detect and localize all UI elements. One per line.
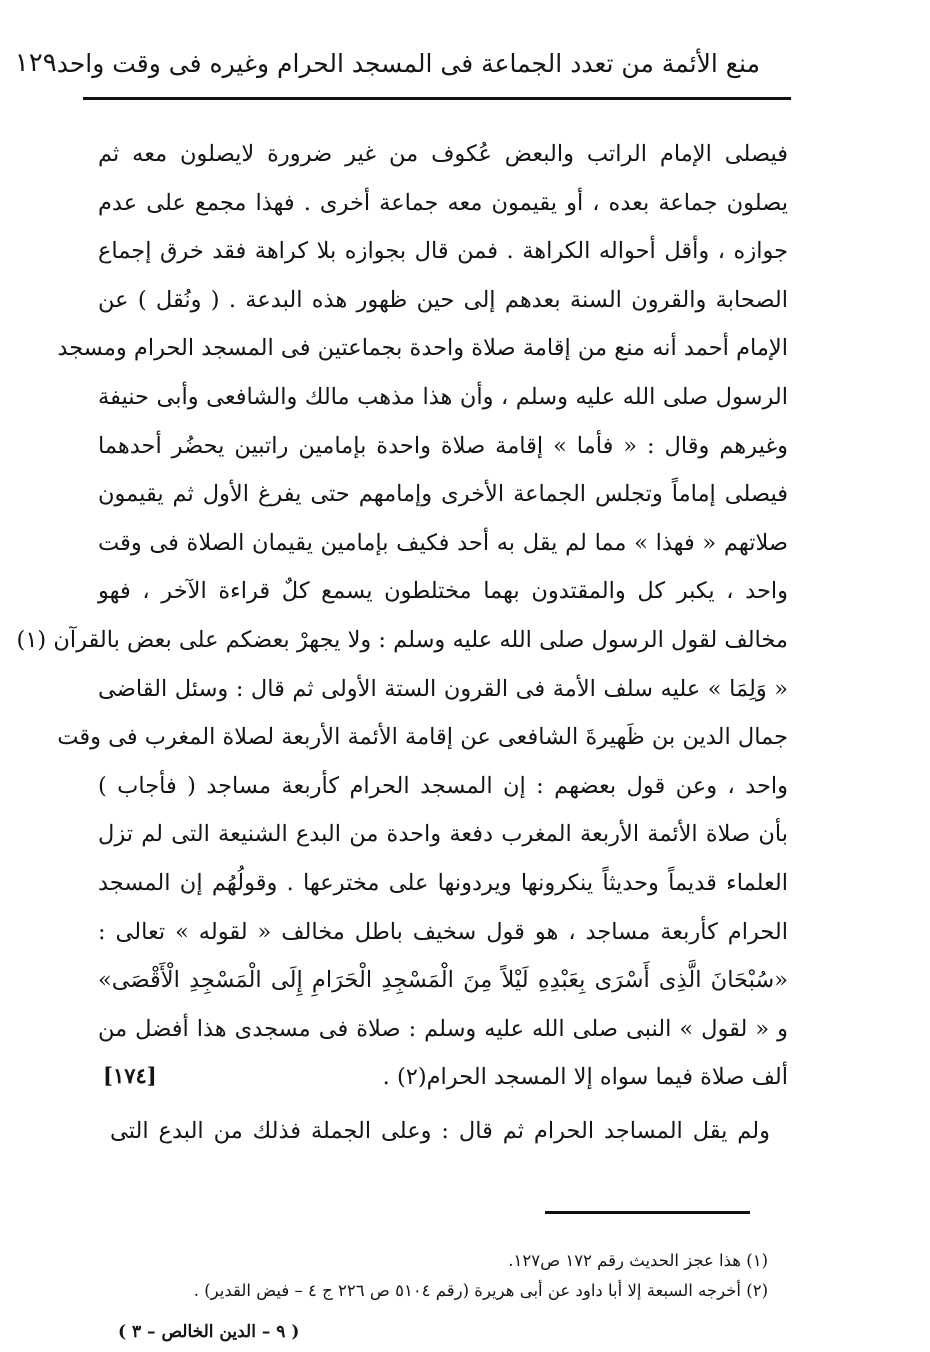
continuation-line: ولم يقل المساجد الحرام ثم قال : وعلى الجملة فذلك من البدع التى	[110, 1118, 770, 1144]
text-line: الإمام أحمد أنه منع من إقامة صلاة واحدة بجماعتين فى المسجد الحرام ومسجد	[57, 335, 788, 362]
footnote-rule	[545, 1211, 750, 1214]
footnote: (١) هذا عجز الحديث رقم ١٧٢ ص١٢٧.	[508, 1251, 768, 1270]
page-number: ١٢٩	[14, 48, 57, 78]
text-line: جوازه ، وأقل أحواله الكراهة . فمن قال بجوازه بلا كراهة فقد خرق إجماع	[98, 238, 788, 265]
signature-mark: ( ٩ – الدين الخالص – ٣ )	[118, 1322, 300, 1342]
footnotes	[110, 1246, 768, 1306]
text-line: صلاتهم « فهذا » مما لم يقل به أحد فكيف بإمامين يقيمان الصلاة فى وقت	[98, 529, 788, 556]
text-line: فيصلى إماماً وتجلس الجماعة الأخرى وإمامهم حتى يفرغ الأول ثم يقيمون	[98, 481, 788, 508]
text-line: العلماء قديماً وحديثاً ينكرونها ويردونها على مخترعها . وقولُهُم إن المسجد	[98, 869, 788, 896]
text-line: مخالف لقول الرسول صلى الله عليه وسلم : ولا يجهرْ بعضكم على بعض بالقرآن (١)	[16, 626, 788, 653]
text-line: الصحابة والقرون السنة بعدهم إلى حين ظهور هذه البدعة . ( ونُقل ) عن	[98, 286, 788, 313]
footnote: (٢) أخرجه السبعة إلا أبا داود عن أبى هريرة (رقم ٥١٠٤ ص ٢٢٦ ج ٤ – فيض القدير) .	[193, 1281, 768, 1300]
text-line: « وَلِمَا » عليه سلف الأمة فى القرون الستة الأولى ثم قال : وسئل القاضى	[98, 675, 788, 702]
text-line: واحد ، يكبر كل والمقتدون بهما مختلطون يسمع كلٌ قراءة الآخر ، فهو	[98, 578, 788, 605]
text-line: الرسول صلى الله عليه وسلم ، وأن هذا مذهب مالك والشافعى وأبى حنيفة	[98, 383, 788, 410]
text-line: واحد ، وعن قول بعضهم : إن المسجد الحرام كأربعة مساجد ( فأجاب )	[98, 772, 788, 799]
page-reference-marker: [١٧٤]	[103, 1063, 157, 1088]
text-line: جمال الدين بن ظَهيرةَ الشافعى عن إقامة الأئمة الأربعة لصلاة المغرب فى وقت	[57, 724, 788, 751]
text-line: و « لقول » النبى صلى الله عليه وسلم : صلاة فى مسجدى هذا أفضل من	[98, 1015, 788, 1042]
text-line: بأن صلاة الأئمة الأربعة المغرب دفعة واحدة من البدع الشنيعة التى لم تزل	[98, 821, 788, 848]
main-text	[16, 130, 788, 1102]
quran-verse-line: «سُبْحَانَ الَّذِى أَسْرَى بِعَبْدِهِ لَيْلاً مِنَ الْمَسْجِدِ الْحَرَامِ إِلَى الْمَسْجِدِ الْأَقْصَى»	[98, 967, 788, 994]
text-line: ألف صلاة فيما سواه إلا المسجد الحرام(٢) .	[382, 1064, 788, 1091]
text-line: وغيرهم وقال : « فأما » إقامة صلاة واحدة بإمامين راتبين يحضُر أحدهما	[98, 432, 788, 459]
text-line: فيصلى الإمام الراتب والبعض عُكوف من غير ضرورة لايصلون معه ثم	[98, 141, 788, 167]
header-rule	[83, 97, 791, 100]
text-line: يصلون جماعة بعده ، أو يقيمون معه جماعة أخرى . فهذا مجمع على عدم	[98, 189, 788, 216]
header-title: منع الأئمة من تعدد الجماعة فى المسجد الحرام وغيره فى وقت واحد	[56, 48, 760, 78]
running-header	[14, 38, 760, 88]
text-line: الحرام كأربعة مساجد ، هو قول سخيف باطل مخالف « لقوله » تعالى :	[98, 918, 788, 945]
